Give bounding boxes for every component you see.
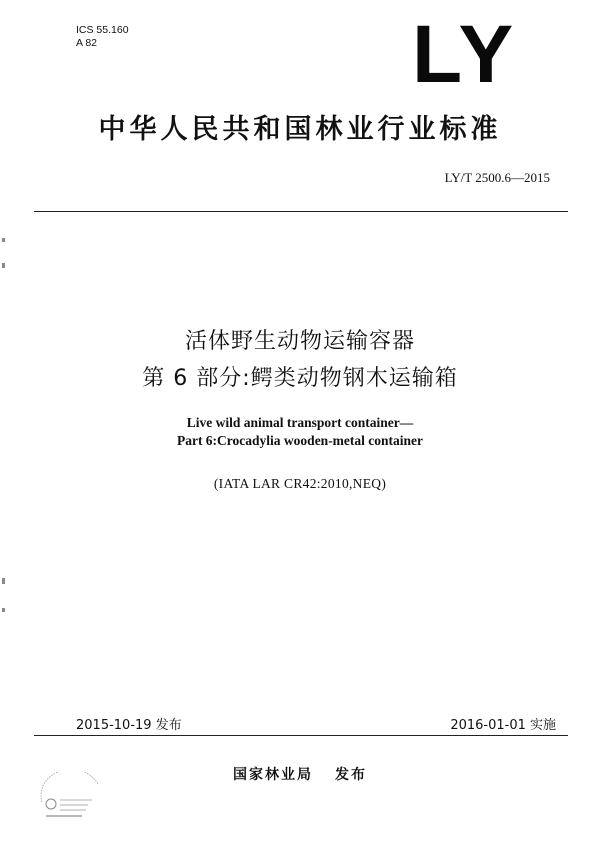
scan-mark (2, 578, 5, 584)
standard-category-title: 中华人民共和国林业行业标准 (98, 114, 502, 145)
ly-logo: LY (412, 9, 518, 100)
bottom-divider (34, 735, 568, 736)
ics-code: ICS 55.160 (76, 24, 129, 36)
scan-mark (2, 238, 5, 242)
title-zh-line2: 第 6 部分:鳄类动物钢木运输箱 (142, 366, 458, 391)
publisher-seal-icon (36, 772, 106, 824)
title-en-line2: Part 6:Crocadylia wooden-metal container (176, 433, 424, 448)
issue-date: 2015-10-19 发布 (76, 718, 182, 733)
title-en-line1: Live wild animal transport container— (186, 415, 414, 430)
scan-mark (2, 263, 5, 268)
ccs-code: A 82 (76, 37, 98, 49)
issuer-name: 国家林业局 (233, 767, 313, 783)
equivalence-note: (IATA LAR CR42:2010,NEQ) (213, 476, 387, 491)
top-divider (34, 211, 568, 212)
implementation-date: 2016-01-01 实施 (450, 718, 556, 733)
classification-codes (76, 24, 129, 50)
title-zh-line1: 活体野生动物运输容器 (184, 329, 415, 354)
scan-mark (2, 608, 5, 612)
standard-code: LY/T 2500.6—2015 (444, 170, 550, 185)
issue-word: 发布 (335, 767, 367, 783)
